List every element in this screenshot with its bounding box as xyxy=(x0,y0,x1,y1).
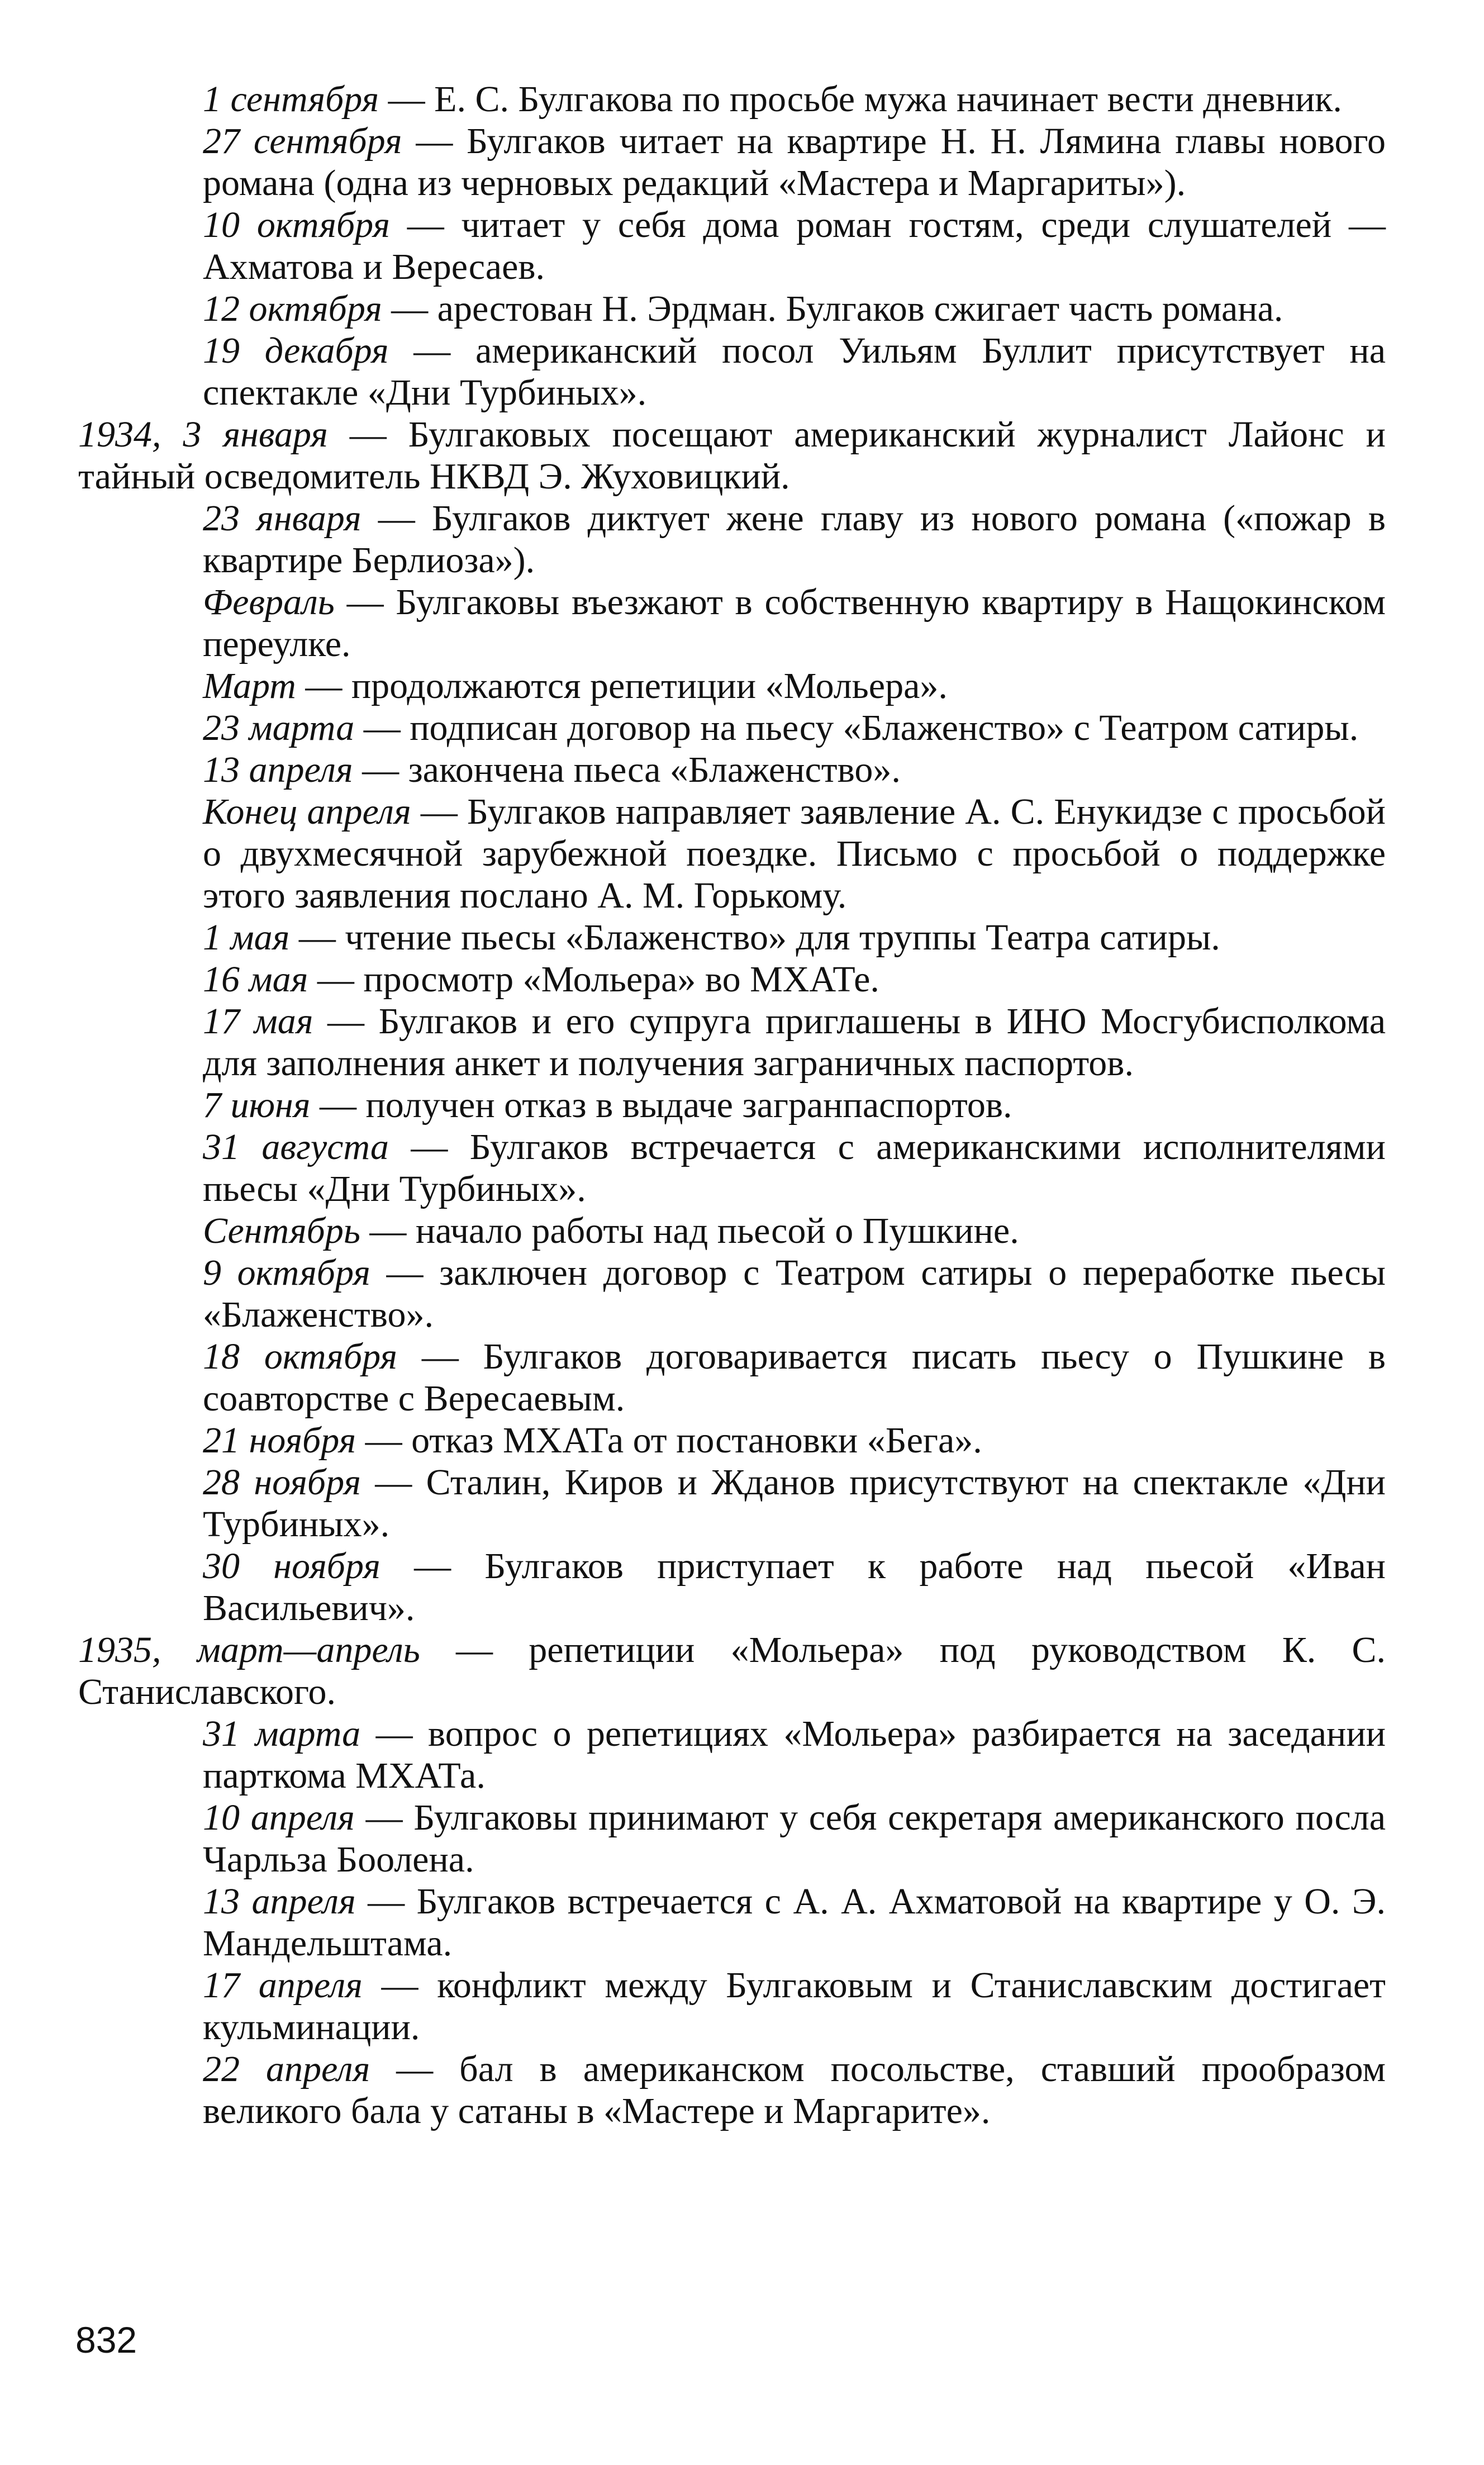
chronology-entry xyxy=(78,204,1386,288)
entry-text: — Булгаков договаривается писать пьесу о Пушкине в соавторстве с Вересаевым. xyxy=(203,1336,1386,1419)
entry-date: 10 октября xyxy=(203,205,390,245)
entry-date: Март xyxy=(203,666,296,706)
chronology-text xyxy=(78,78,1386,2132)
chronology-entry xyxy=(78,78,1386,120)
entry-date: 17 апреля xyxy=(203,1965,363,2006)
entry-date: 12 октября xyxy=(203,288,382,329)
entry-text: — Булгаков диктует жене главу из нового романа («пожар в квартире Берлиоза»). xyxy=(203,498,1386,581)
entry-date: 13 апреля xyxy=(203,749,353,790)
entry-text: — начало работы над пьесой о Пушкине. xyxy=(360,1210,1019,1251)
entry-date: 1 мая xyxy=(203,917,290,958)
chronology-entry xyxy=(78,120,1386,204)
entry-text: — вопрос о репетициях «Мольера» разбирается на заседании парткома МХАТа. xyxy=(203,1713,1386,1796)
entry-date: 23 января xyxy=(203,498,362,539)
entry-text: — Е. С. Булгакова по просьбе мужа начинает вести дневник. xyxy=(379,79,1342,120)
page-number: 832 xyxy=(75,2319,137,2360)
chronology-entry xyxy=(78,581,1386,665)
entry-text: — закончена пьеса «Блаженство». xyxy=(353,749,901,790)
chronology-entry xyxy=(78,1210,1386,1252)
entry-text: — Булгаков встречается с американскими исполнителями пьесы «Дни Турбиных». xyxy=(203,1127,1386,1209)
entry-text: — получен отказ в выдаче загранпаспортов. xyxy=(310,1085,1012,1125)
chronology-entry xyxy=(78,1000,1386,1084)
chronology-entry xyxy=(78,791,1386,916)
chronology-entry xyxy=(78,1419,1386,1461)
chronology-entry xyxy=(78,1336,1386,1419)
entry-text: — Булгаков приступает к работе над пьесой «Иван Васильевич». xyxy=(203,1546,1386,1628)
chronology-entry xyxy=(78,749,1386,791)
entry-date: 31 августа xyxy=(203,1127,389,1167)
entry-date: Февраль xyxy=(203,582,335,623)
entry-date: 30 ноября xyxy=(203,1546,380,1587)
chronology-entry xyxy=(78,1252,1386,1336)
chronology-entry-year-start xyxy=(78,1629,1386,1713)
entry-text: — Булгаковых посещают американский журналист Лайонс и тайный осведомитель НКВД Э. Жуховицкий. xyxy=(78,414,1386,497)
chronology-entry xyxy=(78,707,1386,749)
entry-text: — подписан договор на пьесу «Блаженство» с Театром сатиры. xyxy=(354,707,1359,748)
entry-text: — конфликт между Булгаковым и Станиславским достигает кульминации. xyxy=(203,1965,1386,2048)
entry-date: 10 апреля xyxy=(203,1797,355,1838)
entry-date: 1 сентября xyxy=(203,79,379,120)
entry-text: — американский посол Уильям Буллит присутствует на спектакле «Дни Турбиных». xyxy=(203,330,1386,413)
entry-text: — чтение пьесы «Блаженство» для труппы Театра сатиры. xyxy=(289,917,1220,958)
chronology-entry xyxy=(78,1545,1386,1629)
entry-text: — отказ МХАТа от постановки «Бега». xyxy=(356,1420,982,1461)
entry-date: 1935, март—апрель xyxy=(78,1630,420,1670)
entry-text: — бал в американском посольстве, ставший прообразом великого бала у сатаны в «Мастере и Маргарите». xyxy=(203,2049,1386,2131)
entry-date: 22 апреля xyxy=(203,2049,370,2089)
entry-date: 16 мая xyxy=(203,959,308,1000)
entry-date: 23 марта xyxy=(203,707,355,748)
chronology-entry xyxy=(78,958,1386,1000)
entry-date: 19 декабря xyxy=(203,330,389,371)
entry-text: — Сталин, Киров и Жданов присутствуют на спектакле «Дни Турбиных». xyxy=(203,1462,1386,1545)
entry-date: 17 мая xyxy=(203,1001,313,1042)
entry-date: 21 ноября xyxy=(203,1420,356,1461)
chronology-entry-year-start xyxy=(78,414,1386,497)
chronology-entry xyxy=(78,1084,1386,1126)
chronology-entry xyxy=(78,1880,1386,1964)
entry-date: Конец апреля xyxy=(203,791,411,832)
entry-text: — просмотр «Мольера» во МХАТе. xyxy=(308,959,879,1000)
entry-date: 27 сентября xyxy=(203,121,402,162)
chronology-entry xyxy=(78,1797,1386,1880)
chronology-entry xyxy=(78,2048,1386,2132)
entry-date: 18 октября xyxy=(203,1336,397,1377)
entry-date: 31 марта xyxy=(203,1713,361,1754)
chronology-entry xyxy=(78,1964,1386,2048)
entry-text: — читает у себя дома роман гостям, среди слушателей — Ахматова и Вересаев. xyxy=(203,205,1386,287)
chronology-entry xyxy=(78,1713,1386,1797)
entry-text: — Булгаковы принимают у себя секретаря американского посла Чарльза Боолена. xyxy=(203,1797,1386,1880)
entry-text: — Булгаков и его супруга приглашены в ИНО Мосгубисполкома для заполнения анкет и получения заграничных паспортов. xyxy=(203,1001,1386,1084)
entry-text: — продолжаются репетиции «Мольера». xyxy=(296,666,948,706)
entry-date: 28 ноября xyxy=(203,1462,361,1503)
entry-text: — Булгаков читает на квартире Н. Н. Лямина главы нового романа (одна из черновых редакций «Мастера и Маргариты»). xyxy=(203,121,1386,203)
chronology-entry xyxy=(78,1461,1386,1545)
entry-text: — Булгаков направляет заявление А. С. Енукидзе с просьбой о двухмесячной зарубежной поездке. Письмо с просьбой о поддержке этого заявления послано А. М. Горькому. xyxy=(203,791,1386,916)
entry-text: — Булгаковы въезжают в собственную квартиру в Нащокинском переулке. xyxy=(203,582,1386,664)
chronology-entry xyxy=(78,916,1386,958)
chronology-entry xyxy=(78,665,1386,707)
entry-date: 7 июня xyxy=(203,1085,311,1125)
entry-text: — арестован Н. Эрдман. Булгаков сжигает часть романа. xyxy=(382,288,1283,329)
entry-date: Сентябрь xyxy=(203,1210,360,1251)
entry-text: — репетиции «Мольера» под руководством К. С. Станиславского. xyxy=(78,1630,1386,1712)
chronology-entry xyxy=(78,330,1386,414)
entry-date: 9 октября xyxy=(203,1252,370,1293)
chronology-entry xyxy=(78,1126,1386,1210)
chronology-entry xyxy=(78,497,1386,581)
chronology-entry xyxy=(78,288,1386,330)
entry-text: — заключен договор с Театром сатиры о переработке пьесы «Блаженство». xyxy=(203,1252,1386,1335)
entry-date: 1934, 3 января xyxy=(78,414,328,455)
entry-text: — Булгаков встречается с А. А. Ахматовой на квартире у О. Э. Мандельштама. xyxy=(203,1881,1386,1964)
entry-date: 13 апреля xyxy=(203,1881,356,1922)
